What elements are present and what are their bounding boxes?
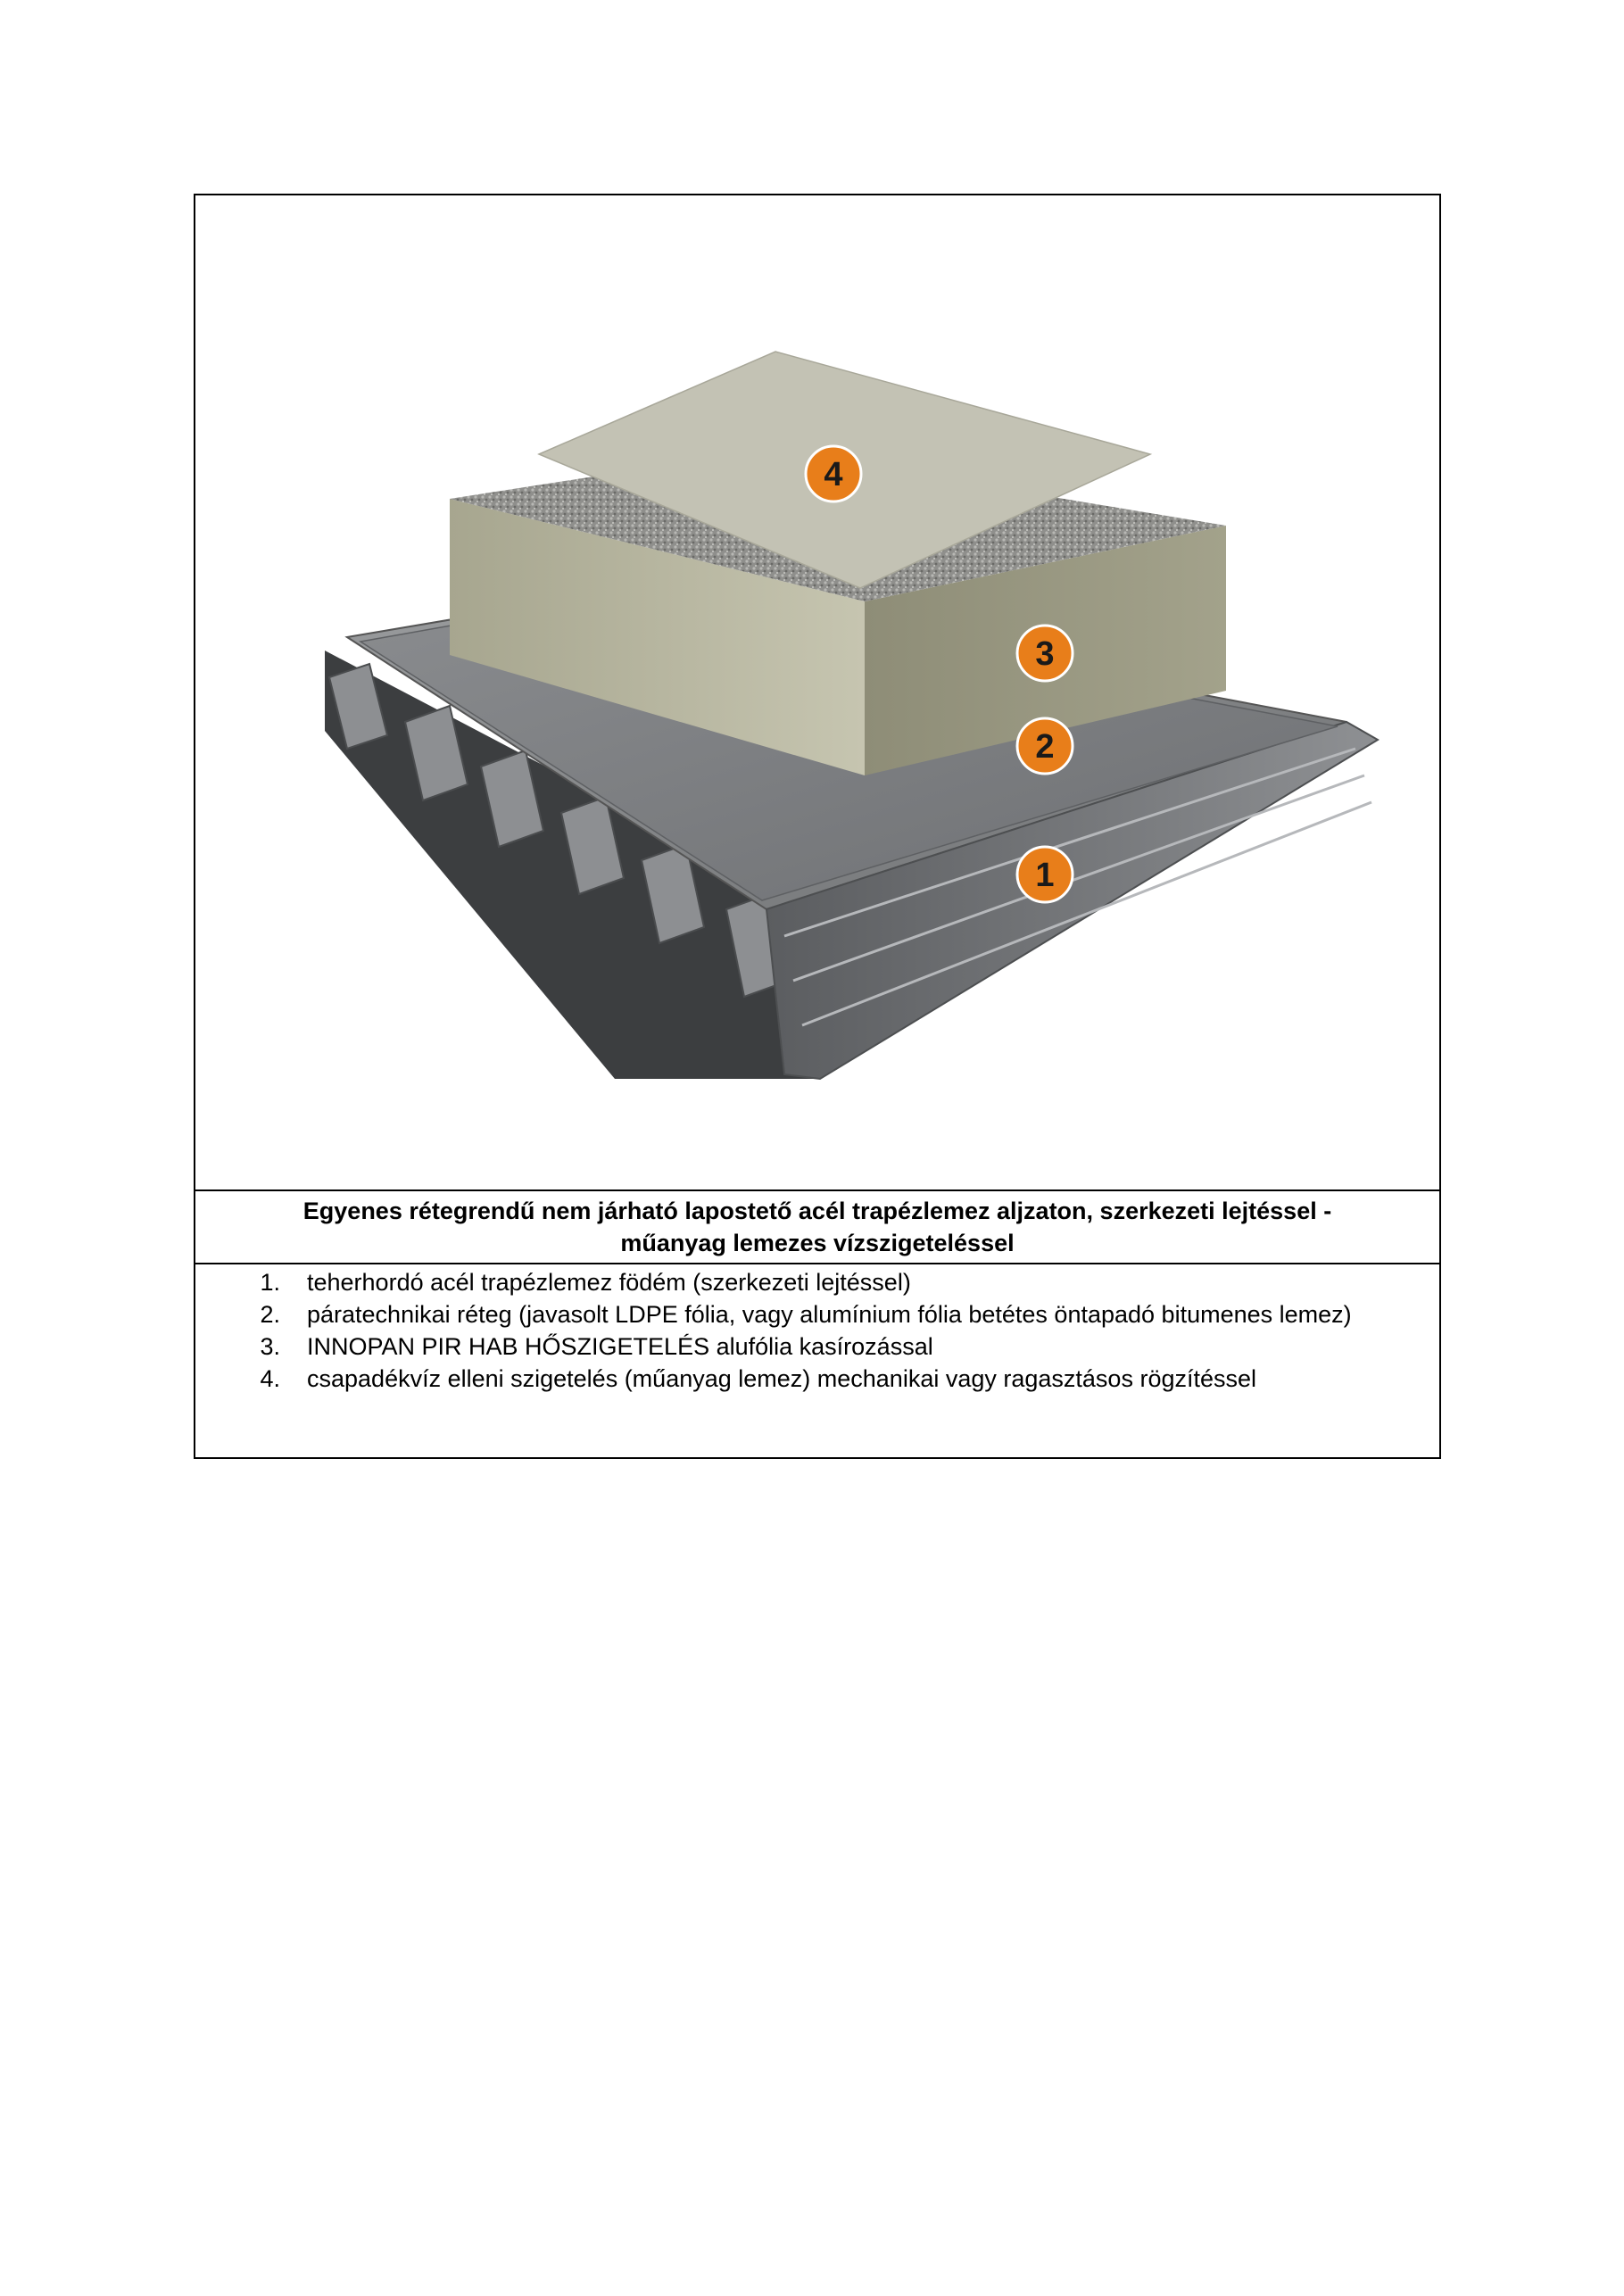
legend-item — [195, 1298, 1439, 1330]
legend-item-text: csapadékvíz elleni szigetelés (műanyag lemez) mechanikai vagy ragasztásos rögzítéssel — [307, 1365, 1257, 1392]
layer-legend-list — [195, 1266, 1439, 1395]
content-frame — [194, 194, 1441, 1459]
badge-1 — [1017, 847, 1073, 902]
badge-2-label: 2 — [1035, 728, 1055, 766]
caption-line-1: Egyenes rétegrendű nem járható lapostető acél trapézlemez aljzaton, szerkezeti lejtéssel - — [302, 1198, 1332, 1224]
roof-illustration-svg — [195, 195, 1439, 1189]
badge-3-label: 3 — [1035, 635, 1055, 673]
legend-item — [195, 1266, 1439, 1298]
badge-2 — [1017, 718, 1073, 774]
legend-item-text: INNOPAN PIR HAB HŐSZIGETELÉS alufólia kasírozással — [307, 1333, 933, 1360]
legend-item — [195, 1363, 1439, 1395]
legend-item-number: 1. — [260, 1269, 280, 1296]
badge-3 — [1017, 626, 1073, 681]
legend-item-text: teherhordó acél trapézlemez födém (szerkezeti lejtéssel) — [307, 1269, 911, 1296]
figure-caption — [195, 1189, 1439, 1264]
legend-item-number: 4. — [260, 1365, 280, 1392]
badge-4 — [806, 446, 861, 501]
badge-1-label: 1 — [1035, 857, 1055, 894]
legend-item-number: 3. — [260, 1333, 280, 1360]
caption-line-2: műanyag lemezes vízszigeteléssel — [620, 1230, 1015, 1256]
badge-4-label: 4 — [824, 456, 843, 493]
legend-item — [195, 1330, 1439, 1363]
legend-item-number: 2. — [260, 1301, 280, 1328]
legend-item-text: páratechnikai réteg (javasolt LDPE fólia, vagy alumínium fólia betétes öntapadó bitumenes lemez) — [307, 1301, 1352, 1328]
roof-layer-illustration — [195, 195, 1439, 1189]
